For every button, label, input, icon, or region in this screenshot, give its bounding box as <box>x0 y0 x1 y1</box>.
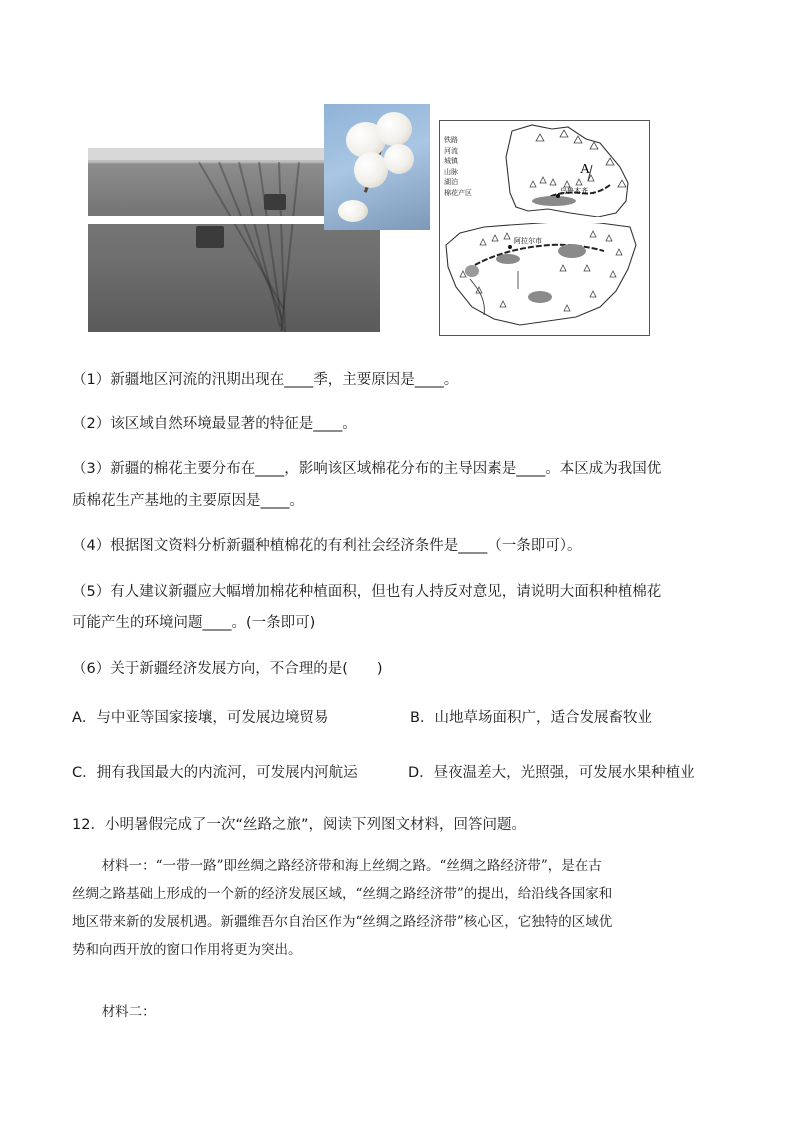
legend-railway: 铁路 <box>444 136 458 144</box>
cotton-area <box>532 196 576 206</box>
map-legend <box>444 135 472 198</box>
question-5-line-2: 可能产生的环境问题____。(一条即可) <box>72 615 316 631</box>
cotton-boll <box>338 200 368 222</box>
city-urumqi-label: 乌鲁木齐 <box>560 187 588 195</box>
city-dot <box>508 245 512 249</box>
question-12: 12．小明暑假完成了一次“丝路之旅”，阅读下列图文材料，回答问题。 <box>72 817 526 833</box>
question-3-line-1: （3）新疆的棉花主要分布在____，影响该区域棉花分布的主导因素是____。本区成为我国优 <box>72 461 662 477</box>
legend-lake: 湖泊 <box>444 178 458 186</box>
cotton-boll-photo <box>324 104 430 230</box>
question-1: （1）新疆地区河流的汛期出现在____季，主要原因是____。 <box>72 372 459 388</box>
field-row-line <box>218 162 284 320</box>
xinjiang-map <box>439 120 650 336</box>
cotton-boll <box>384 144 414 174</box>
material-one-line-2: 丝绸之路基础上形成的一个新的经济发展区域，“丝绸之路经济带”的提出，给沿线各国家和 <box>72 886 613 902</box>
map-divider <box>440 217 649 223</box>
cotton-area <box>528 291 552 303</box>
figure-row <box>88 104 650 332</box>
legend-mountain: 山脉 <box>444 167 458 176</box>
question-6: （6）关于新疆经济发展方向，不合理的是( ) <box>72 661 383 677</box>
harvester <box>196 226 224 248</box>
material-one-line-1: 材料一：“一带一路”即丝绸之路经济带和海上丝绸之路。“丝绸之路经济带”，是在古 <box>101 858 602 874</box>
letter-a: A <box>580 162 591 177</box>
city-aral-label: 阿拉尔市 <box>514 237 542 245</box>
city-dot <box>556 194 560 198</box>
material-two-label: 材料二： <box>101 1004 156 1020</box>
cotton-boll <box>376 112 412 146</box>
material-one-line-4: 势和向西开放的窗口作用将更为突出。 <box>72 942 302 958</box>
material-one-line-3: 地区带来新的发展机遇。新疆维吾尔自治区作为“丝绸之路经济带”核心区，它独特的区域优 <box>72 914 613 930</box>
material-one <box>72 852 724 964</box>
question-3-line-2: 质棉花生产基地的主要原因是____。 <box>72 493 304 509</box>
option-c: C．拥有我国最大的内流河，可发展内河航运 <box>72 765 358 781</box>
question-2: （2）该区域自然环境最显著的特征是____。 <box>72 416 357 432</box>
question-4: （4）根据图文资料分析新疆种植棉花的有利社会经济条件是____（一条即可）。 <box>72 538 582 554</box>
option-b: B．山地草场面积广，适合发展畜牧业 <box>410 710 652 726</box>
cotton-area <box>496 254 520 264</box>
option-d: D．昼夜温差大，光照强，可发展水果种植业 <box>408 765 695 781</box>
cotton-boll <box>354 152 388 188</box>
legend-town: 城镇 <box>444 157 458 165</box>
legend-cotton-area: 棉花产区 <box>444 188 472 197</box>
legend-river: 河流 <box>444 146 458 155</box>
harvester <box>264 194 286 210</box>
lake <box>465 265 479 277</box>
question-5-line-1: （5）有人建议新疆应大幅增加棉花种植面积，但也有人持反对意见，请说明大面积种植棉花 <box>72 584 662 600</box>
cotton-area <box>558 244 586 258</box>
option-a: A．与中亚等国家接壤，可发展边境贸易 <box>72 710 329 726</box>
